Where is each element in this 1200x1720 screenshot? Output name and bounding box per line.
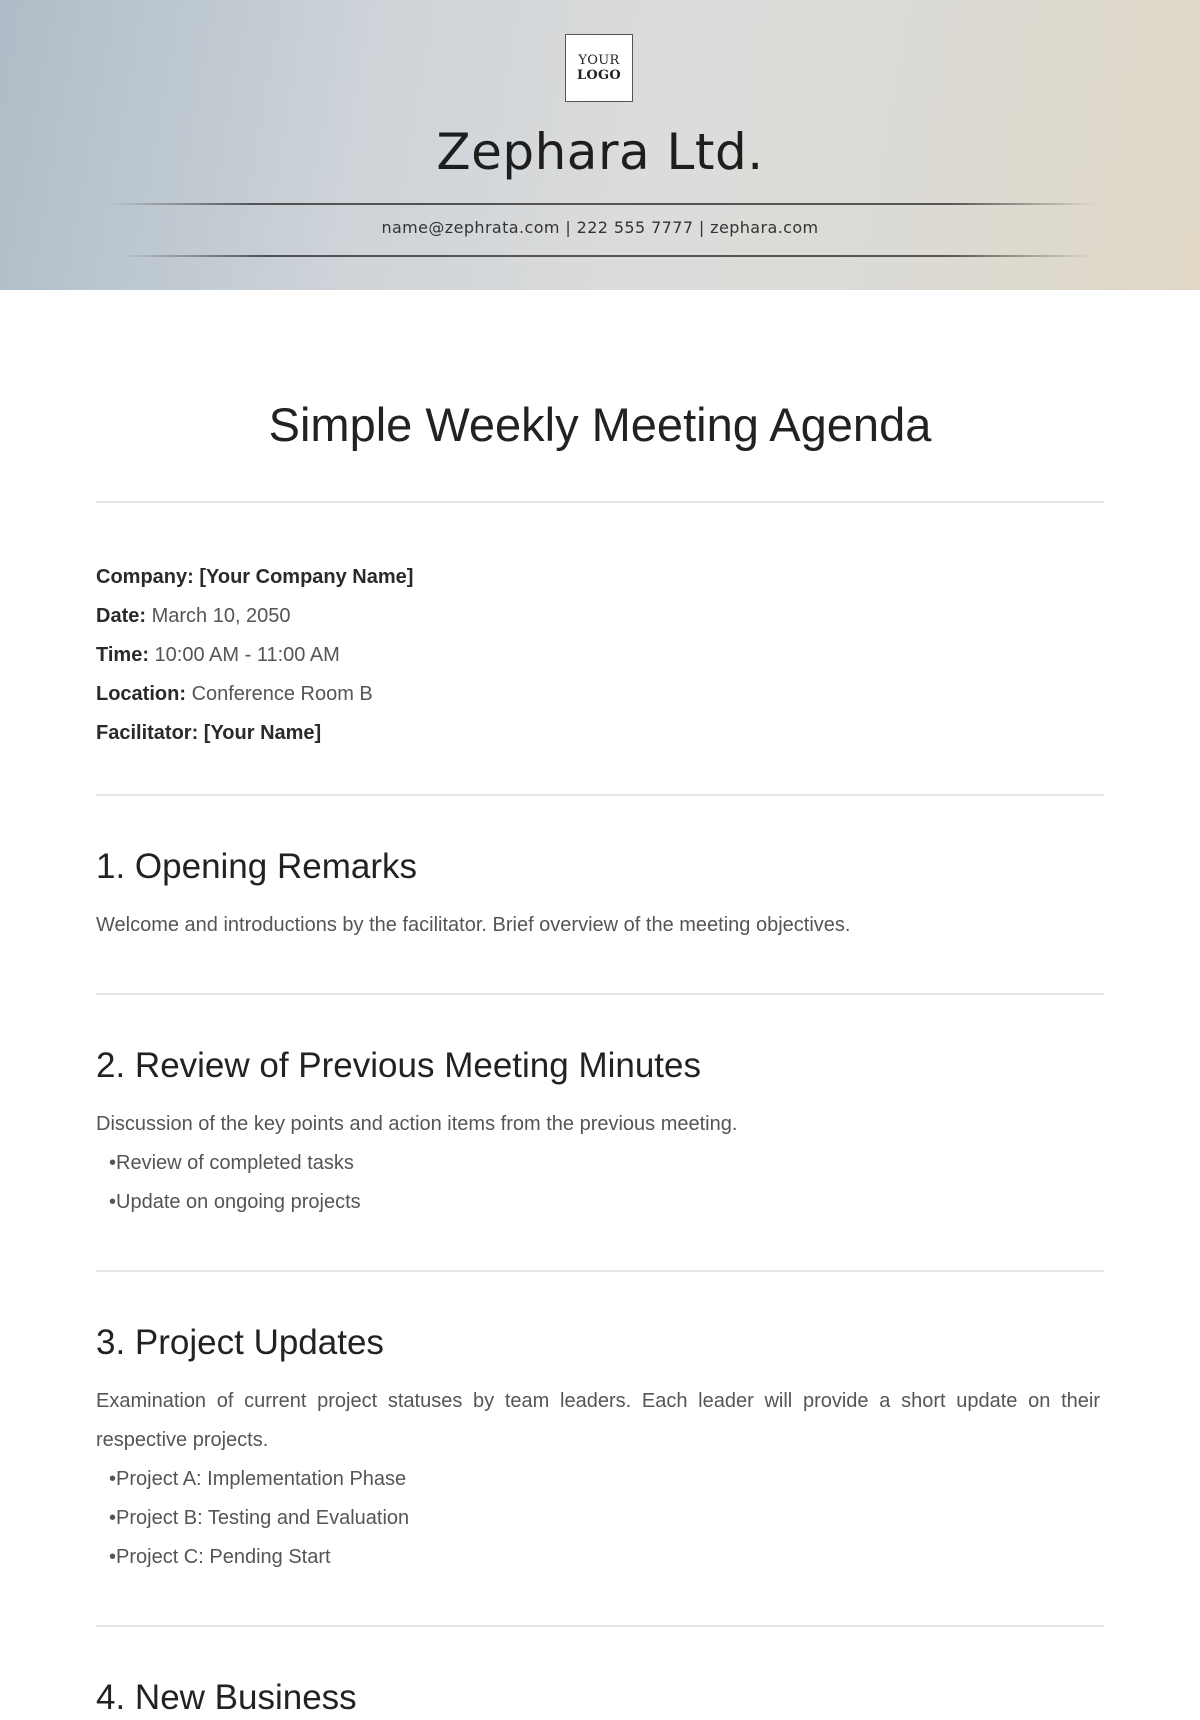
time-label: Time: xyxy=(96,644,149,666)
list-item: •Project A: Implementation Phase xyxy=(109,1468,407,1490)
letterhead xyxy=(0,0,1200,290)
divider xyxy=(96,501,1104,503)
company-row xyxy=(96,558,413,597)
document-title: Simple Weekly Meeting Agenda xyxy=(268,398,932,451)
company-logo xyxy=(565,34,633,102)
section-body: Welcome and introductions by the facilitator. Brief overview of the meeting objectives. xyxy=(96,914,851,936)
section-heading: 4. New Business xyxy=(96,1678,357,1717)
divider xyxy=(96,794,1104,796)
list-item: •Project C: Pending Start xyxy=(109,1546,331,1568)
section-body: Discussion of the key points and action items from the previous meeting. xyxy=(96,1113,738,1135)
location-value: Conference Room B xyxy=(191,683,373,705)
date-label: Date: xyxy=(96,605,147,627)
company-name: Zephara Ltd. xyxy=(436,123,764,181)
agenda-section-project-updates xyxy=(96,1321,1100,1577)
list-item: •Review of completed tasks xyxy=(109,1152,354,1174)
section-heading: 3. Project Updates xyxy=(96,1323,384,1362)
list-item: •Project B: Testing and Evaluation xyxy=(109,1507,410,1529)
divider xyxy=(96,1270,1104,1272)
location-row xyxy=(96,675,413,714)
list-item: •Update on ongoing projects xyxy=(109,1191,361,1213)
contact-info: name@zephrata.com | 222 555 7777 | zephara.com xyxy=(381,218,819,237)
divider xyxy=(96,1625,1104,1627)
agenda-section-opening-remarks xyxy=(96,845,1100,945)
logo-text-line2: LOGO xyxy=(576,68,622,83)
header-rule-bottom xyxy=(120,255,1092,257)
logo-text-line1: YOUR xyxy=(578,53,620,68)
date-row xyxy=(96,597,413,636)
meeting-details xyxy=(96,558,413,753)
section-heading: 2. Review of Previous Meeting Minutes xyxy=(96,1046,701,1085)
divider xyxy=(96,993,1104,995)
company-label: Company: [Your Company Name] xyxy=(96,566,414,588)
facilitator-row xyxy=(96,714,413,753)
date-value: March 10, 2050 xyxy=(151,605,291,627)
header-rule-top xyxy=(108,203,1096,205)
location-label: Location: xyxy=(96,683,186,705)
section-heading: 1. Opening Remarks xyxy=(96,847,417,886)
agenda-section-previous-minutes xyxy=(96,1044,1100,1222)
facilitator-label: Facilitator: [Your Name] xyxy=(96,722,322,744)
section-body: Examination of current project statuses by team leaders. Each leader will provide a short update on their respective projects. xyxy=(96,1390,1100,1451)
time-row xyxy=(96,636,413,675)
time-value: 10:00 AM - 11:00 AM xyxy=(154,644,340,666)
agenda-section-new-business xyxy=(96,1676,1100,1720)
